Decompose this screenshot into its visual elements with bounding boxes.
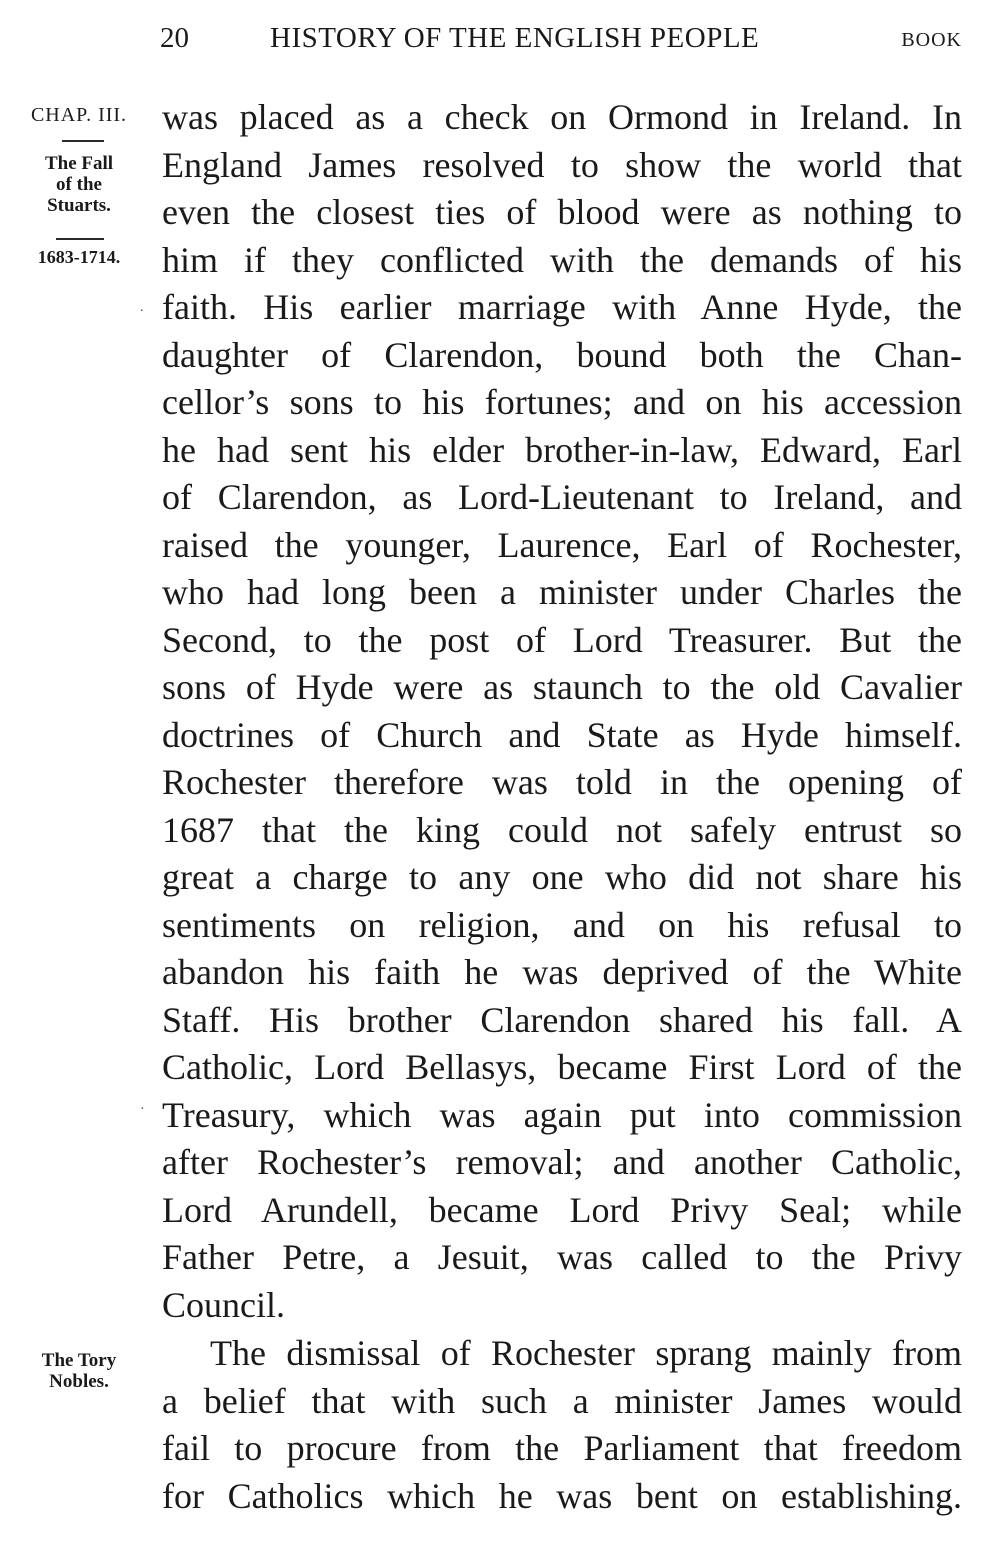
text-line: of Clarendon, as Lord-Lieutenant to Ireland, and [162,477,962,517]
text-line: who had long been a minister under Charles the [162,572,962,612]
text-line: cellor’s sons to his fortunes; and on his accession [162,382,962,422]
text-line: Treasury, which was again put into commission [162,1094,962,1135]
text-line: was placed as a check on Ormond in Ireland. In [162,97,962,137]
text-line: raised the younger, Laurence, Earl of Rochester, [162,524,962,565]
text-line: him if they conflicted with the demands of his [162,239,962,280]
text-line: even the closest ties of blood were as nothing to [162,192,962,232]
text-line: Council. [162,1284,285,1325]
running-header [160,22,962,62]
text-line: sentiments on religion, and on his refusal to [162,904,962,945]
body-text [162,94,962,1520]
section-title-line: The Fall [44,153,114,174]
section-margin-title [14,153,144,216]
section-title-line: Stuarts. [47,195,111,216]
text-line: great a charge to any one who did not share his [162,857,962,897]
text-line: Father Petre, a Jesuit, was called to the Privy [162,1237,962,1277]
text-line: daughter of Clarendon, bound both the Chan- [162,334,962,375]
text-line: fail to procure from the Parliament that freedom [162,1428,962,1468]
text-line: Catholic, Lord Bellasys, became First Lord of the [162,1047,962,1087]
paragraph [162,94,962,1329]
print-speck: . [140,300,144,315]
text-line: faith. His earlier marriage with Anne Hyde, the [162,287,962,327]
paragraph [162,1330,962,1520]
text-line: sons of Hyde were as staunch to the old Cavalier [162,667,962,707]
margin-rule [56,238,104,240]
chapter-label: CHAP. III. [30,104,128,126]
print-speck: · [140,1102,145,1117]
text-line: he had sent his elder brother-in-law, Edward, Earl [162,429,962,470]
text-line: England James resolved to show the world that [162,144,962,185]
section-title-line: of the [56,174,102,195]
side-note-line: The Tory [41,1350,117,1371]
text-line: for Catholics which he was bent on establishing. [162,1475,962,1516]
page-number: 20 [160,22,189,54]
side-note [14,1350,144,1392]
text-line: Rochester therefore was told in the opening of [162,762,962,802]
text-line: 1687 that the king could not safely entrust so [162,809,962,850]
running-title: HISTORY OF THE ENGLISH PEOPLE [270,22,760,54]
text-line: Second, to the post of Lord Treasurer. But the [162,619,962,660]
text-line: Staff. His brother Clarendon shared his fall. A [162,999,962,1040]
book-label: BOOK [901,29,962,51]
years-label: 1683-1714. [37,247,121,267]
side-note-line: Nobles. [49,1371,109,1392]
text-line: a belief that with such a minister James would [162,1380,962,1421]
text-line: after Rochester’s removal; and another Catholic, [162,1142,962,1182]
text-line: Lord Arundell, became Lord Privy Seal; while [162,1189,962,1230]
text-line: The dismissal of Rochester sprang mainly from [210,1333,962,1373]
text-line: abandon his faith he was deprived of the White [162,952,962,992]
margin-rule [62,140,104,142]
text-line: doctrines of Church and State as Hyde himself. [162,714,962,755]
